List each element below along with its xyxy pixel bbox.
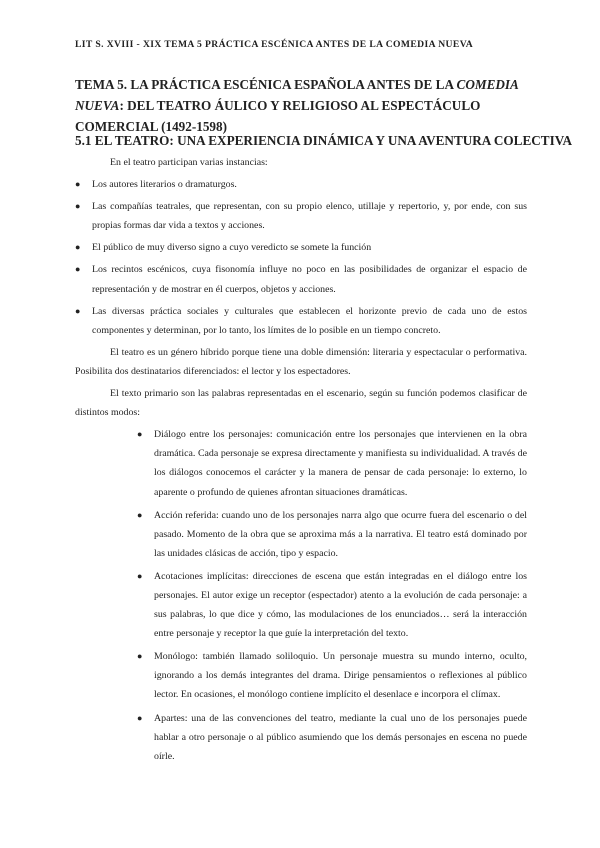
list-item-text: Los recintos escénicos, cuya fisonomía influye no poco en las posibilidades de organizar el espacio de representación y de mostrar en él cuerpos, objetos y acciones. bbox=[92, 264, 527, 295]
list-item-text: Acotaciones implícitas: direcciones de escena que están integradas en el diálogo entre los personajes. El autor exige un receptor (espectador) atento a la evolución de cada personaje: a sus palabras, lo que dice y cómo, las modulaciones de los enunciados… será la interacción entre personaje y receptor la que guíe la interpretación del texto. bbox=[154, 570, 527, 640]
list-item-text: Las diversas práctica sociales y culturales que establecen el horizonte previo de cada uno de estos componentes y determinan, por lo tanto, los límites de lo posible en un tiempo concreto. bbox=[92, 305, 527, 336]
list-item bbox=[75, 260, 527, 298]
bullet-icon: ● bbox=[137, 651, 143, 662]
list-item bbox=[75, 302, 527, 340]
modos-list bbox=[137, 425, 527, 766]
chapter-title bbox=[75, 74, 535, 137]
intro-paragraph: En el teatro participan varias instancias: bbox=[110, 157, 268, 168]
list-item bbox=[75, 238, 527, 257]
hybrid-genre-paragraph: El teatro es un género híbrido porque tiene una doble dimensión: literaria y espectacular o performativa. Posibilita dos destinatarios diferenciados: el lector y los espectadores. bbox=[75, 346, 527, 377]
bullet-icon: ● bbox=[137, 429, 143, 440]
list-item bbox=[137, 506, 527, 563]
list-item bbox=[137, 647, 527, 704]
bullet-icon: ● bbox=[137, 570, 143, 581]
list-item bbox=[75, 175, 527, 194]
chapter-title-prefix: TEMA 5. LA PRÁCTICA ESCÉNICA ESPAÑOLA ANTES DE LA bbox=[75, 77, 457, 92]
primary-text-paragraph: El texto primario son las palabras representadas en el escenario, según su función podemos clasificar de distintos modos: bbox=[75, 388, 527, 419]
bullet-icon: ● bbox=[137, 712, 143, 723]
bullet-icon: ● bbox=[75, 264, 81, 275]
bullet-icon: ● bbox=[75, 305, 81, 316]
bullet-icon: ● bbox=[75, 201, 81, 212]
bullet-icon: ● bbox=[75, 179, 81, 190]
chapter-title-suffix: : DEL TEATRO ÁULICO Y RELIGIOSO AL ESPECTÁCULO COMERCIAL (1492-1598) bbox=[75, 98, 481, 134]
running-header: LIT S. XVIII - XIX TEMA 5 PRÁCTICA ESCÉNICA ANTES DE LA COMEDIA NUEVA bbox=[75, 39, 474, 50]
bullet-icon: ● bbox=[75, 242, 81, 253]
list-item-text: Acción referida: cuando uno de los personajes narra algo que ocurre fuera del escenario o del pasado. Momento de la obra que se aproxima más a la narrativa. El teatro está dominado por las unidades clásicas de acción, tipo y espacio. bbox=[154, 509, 527, 559]
list-item-text: Diálogo entre los personajes: comunicación entre los personajes que intervienen en la obra dramática. Cada personaje se expresa directamente y manifiesta su individualidad. A través de los diálogos conocemos el carácter y la manera de pensar de cada personaje: lo externo, lo aparente o profundo de quienes afrontan situaciones dramáticas. bbox=[154, 429, 527, 498]
list-item-text: Apartes: una de las convenciones del teatro, mediante la cual uno de los personajes puede hablar a otro personaje o al público asumiendo que los demás personajes en escena no puede oírle. bbox=[154, 712, 527, 762]
list-item-text: El público de muy diverso signo a cuyo veredicto se somete la función bbox=[92, 242, 372, 254]
list-item-text: Las compañías teatrales, que representan, con su propio elenco, utillaje y repertorio, y, por ende, con sus propias formas dar vida a textos y acciones. bbox=[92, 201, 527, 232]
list-item-text: Monólogo: también llamado soliloquio. Un personaje muestra su mundo interno, oculto, ignorando a los demás integrantes del drama. Dirige pensamientos o reflexiones al público lector. En ocasiones, el monólogo contiene implícito el desenlace e incorpora el clímax. bbox=[154, 651, 527, 701]
list-item bbox=[137, 425, 527, 501]
instancias-list bbox=[75, 175, 527, 340]
body-text bbox=[75, 153, 527, 770]
bullet-icon: ● bbox=[137, 509, 143, 520]
list-item bbox=[137, 567, 527, 643]
chapter-title-italic: COMEDIA NUEVA bbox=[75, 77, 519, 113]
list-item bbox=[137, 709, 527, 766]
list-item bbox=[75, 197, 527, 235]
list-item-text: Los autores literarios o dramaturgos. bbox=[92, 179, 237, 191]
section-title: 5.1 EL TEATRO: UNA EXPERIENCIA DINÁMICA Y UNA AVENTURA COLECTIVA bbox=[75, 133, 573, 148]
